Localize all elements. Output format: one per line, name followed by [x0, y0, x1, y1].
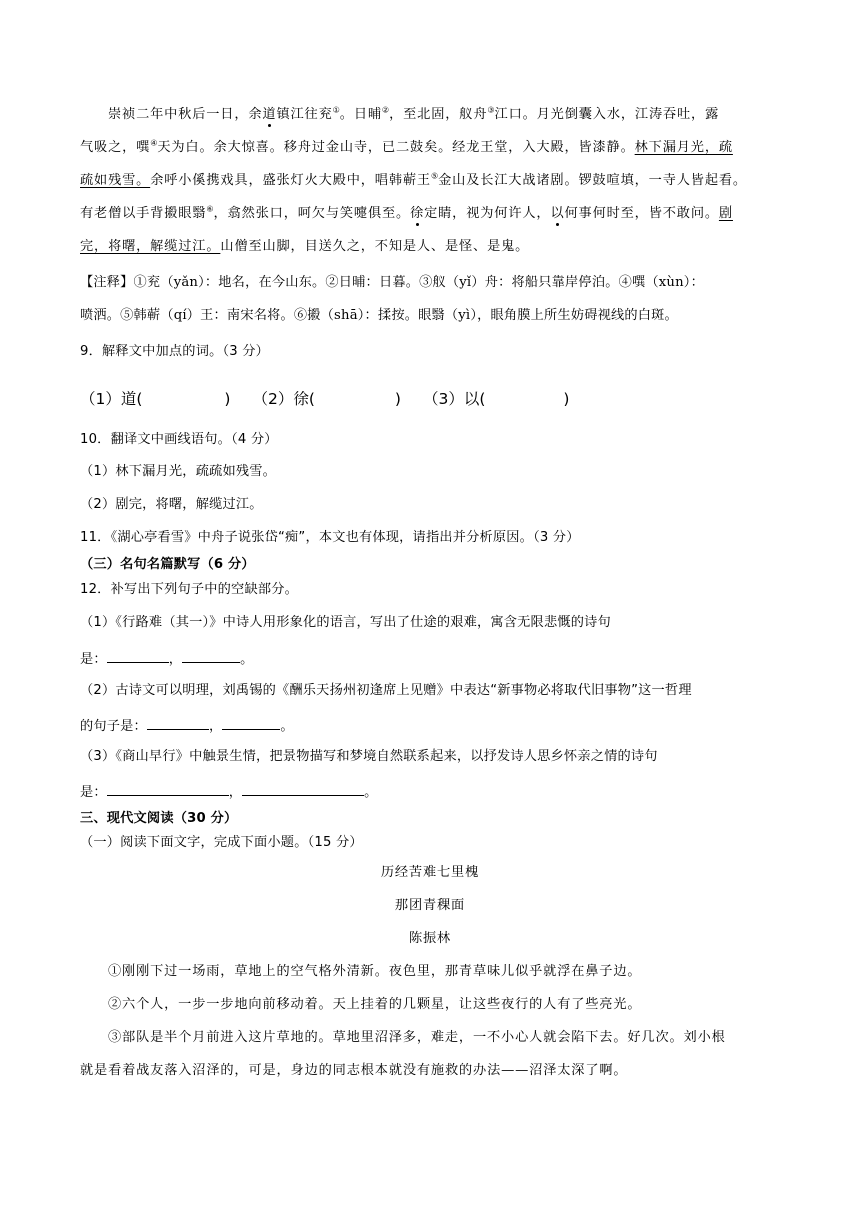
part-3-subheading: （一）阅读下面文字，完成下面小题。（15 分）: [80, 835, 363, 850]
article-author: 陈振林: [408, 931, 452, 946]
answer-blank[interactable]: [107, 648, 169, 663]
question-11: 11．《湖心亭看雪》中舟子说张岱“痴”，本文也有体现，请指出并分析原因。（3 分）: [80, 530, 580, 545]
article-title-1: 历经苦难七里槐: [380, 865, 480, 880]
article-paragraph-2: ②六个人，一步一步地向前移动着。天上挂着的几颗星，让这些夜行的人有了些亮光。: [108, 997, 642, 1012]
question-9-answers: （1）道( ) （2）徐( ) （3）以( ): [80, 390, 570, 408]
q12-part-3-prompt: （3）《商山早行》中触景生情，把景物描写和梦境自然联系起来，以抒发诗人思乡怀亲之情的诗句: [80, 749, 658, 764]
q12-part-1-answer: 是： ， 。: [80, 648, 254, 669]
question-9-title: 9．解释文中加点的词。（3 分）: [80, 344, 270, 359]
question-10-sentence-1: （1）林下漏月光，疏疏如残雪。: [80, 464, 277, 479]
q12-part-1-prompt: （1）《行路难（其一）》中诗人用形象化的语言，写出了仕途的艰难，寓含无限悲慨的诗句: [80, 615, 611, 630]
underlined-sentence-1a: 林下漏月光，疏: [634, 140, 733, 155]
dotted-word-xu: 徐: [410, 206, 425, 221]
answer-blank[interactable]: [222, 715, 280, 730]
question-10-sentence-2: （2）剧完，将曙，解缆过江。: [80, 497, 263, 512]
notes-line-1: 【注释】①兖（yǎn）：地名，在今山东。②日晡：日暮。③舣（yǐ）舟：将船只靠岸停泊。④噀（xùn）：: [80, 275, 704, 290]
passage-line-5: 完，将曙，解缆过江。山僧至山脚，目送久之，不知是人、是怪、是鬼。: [80, 239, 530, 254]
dotted-word-dao: 道: [262, 107, 277, 122]
answer-blank[interactable]: [242, 781, 364, 796]
article-paragraph-1: ①刚刚下过一场雨，草地上的空气格外清新。夜色里，那青草味儿似乎就浮在鼻子边。: [108, 964, 642, 979]
answer-blank[interactable]: [107, 781, 229, 796]
question-10-title: 10．翻译文中画线语句。（4 分）: [80, 432, 278, 447]
q12-part-3-answer: 是： ， 。: [80, 781, 378, 802]
q9-item-3: （3）以(: [422, 390, 486, 408]
section-heading-mingju: （三）名句名篇默写（6 分）: [80, 557, 255, 572]
article-paragraph-3-line-2: 就是看着战友落入沼泽的，可是，身边的同志根本就没有施救的办法——沼泽太深了啊。: [80, 1063, 628, 1078]
notes-line-2: 喷洒。⑤韩蕲（qí）王：南宋名将。⑥摋（shā）：揉按。眼翳（yì），眼角膜上所生妨碍视线的白斑。: [80, 308, 678, 323]
article-title-2: 那团青稞面: [394, 898, 466, 913]
underlined-sentence-2a: 剧: [718, 206, 733, 221]
part-3-heading: 三、现代文阅读（30 分）: [80, 811, 238, 826]
q9-item-2: （2）徐(: [252, 390, 315, 408]
underlined-sentence-2b: 完，将曙，解缆过江。: [80, 239, 221, 254]
passage-line-3: 疏如残雪。余呼小傒携戏具，盛张灯火大殿中，唱韩蕲王⑤金山及长江大战诸剧。锣鼓喧填，一寺人皆起看。: [80, 171, 747, 188]
passage-line-1: 崇祯二年中秋后一日，余道镇江往兖①。日晡②，至北固，舣舟③江口。月光倒囊入水，江涛吞吐，露: [108, 105, 720, 122]
underlined-sentence-1b: 疏如残雪。: [80, 173, 151, 188]
passage-line-4: 有老僧以手背摋眼翳⑥，翕然张口，呵欠与笑嚏俱至。徐定睛，视为何许人，以何事何时至，皆不敢问。剧: [80, 204, 733, 221]
article-paragraph-3-line-1: ③部队是半个月前进入这片草地的。草地里沼泽多，难走，一不小心人就会陷下去。好几次。刘小根: [108, 1030, 726, 1045]
answer-blank[interactable]: [182, 648, 240, 663]
passage-line-2: 气吸之，噀④天为白。余大惊喜。移舟过金山寺，已二鼓矣。经龙王堂，入大殿，皆漆静。林下漏月光，疏: [80, 138, 733, 155]
answer-blank[interactable]: [147, 715, 209, 730]
question-12-title: 12．补写出下列句子中的空缺部分。: [80, 582, 298, 597]
dotted-word-yi: 以: [550, 206, 565, 221]
q9-item-1: （1）道(: [80, 390, 143, 408]
q12-part-2-prompt: （2）古诗文可以明理，刘禹锡的《酬乐天扬州初逢席上见赠》中表达“新事物必将取代旧事物”这一哲理: [80, 683, 692, 698]
q12-part-2-answer: 的句子是： ， 。: [80, 715, 294, 736]
